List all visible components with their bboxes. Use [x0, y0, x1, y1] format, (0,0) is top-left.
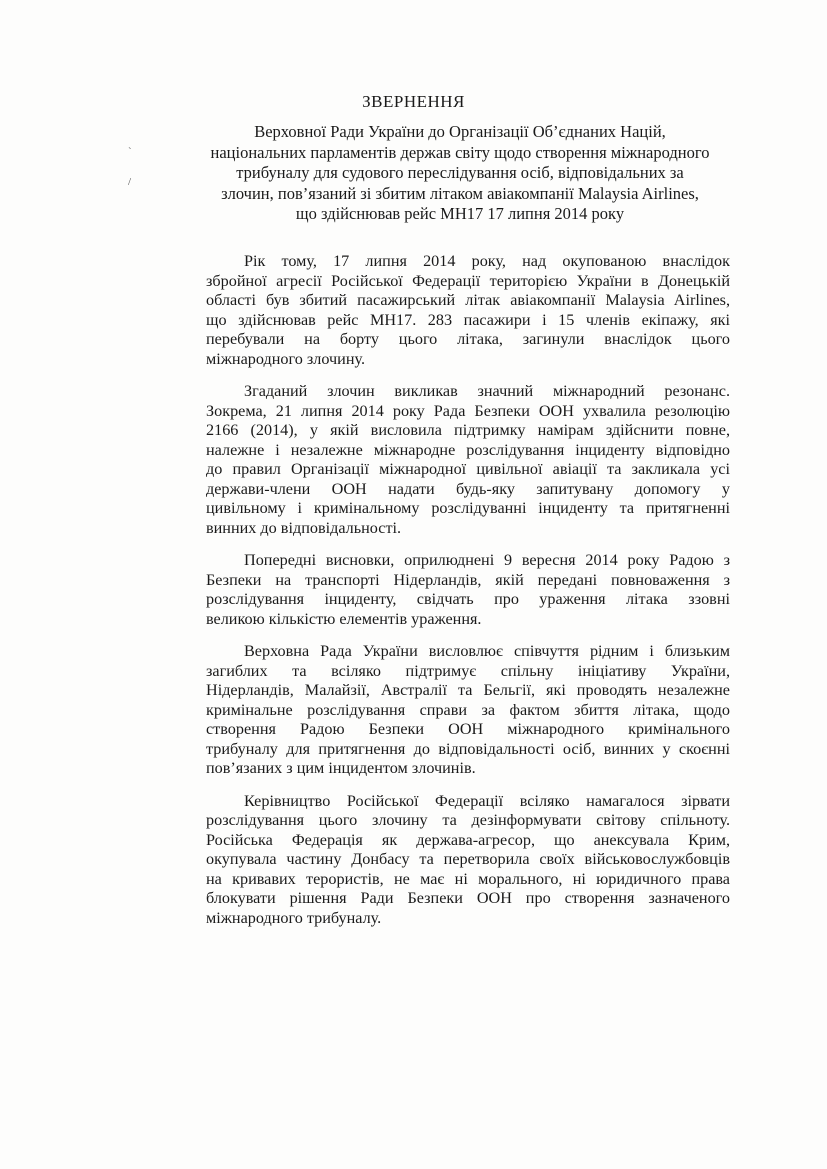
paragraph-line: Безпеки на транспорті Нідерландів, якій передані повноваження з — [206, 570, 730, 589]
paragraph-line: загиблих та всіляко підтримує спільну ініціативу України, — [206, 661, 730, 680]
paragraph-line: окупувала частину Донбасу та перетворила своїх військовослужбовців — [206, 850, 730, 868]
paragraph-line: цивільному і кримінальному розслідуванні інциденту та притягненні — [206, 499, 730, 517]
paragraph-line: на кривавих терористів, не має ні морального, ні юридичного права — [206, 869, 730, 888]
paragraph-line: Керівництво Російської Федерації всіляко намагалося зірвати — [244, 791, 730, 810]
paragraph-line: Рік тому, 17 липня 2014 року, над окупованою внаслідок — [244, 252, 730, 270]
paragraph-line: Російська Федерація як держава-агресор, що анексувала Крим, — [206, 830, 730, 849]
paragraph-line: що здійснював рейс MH17. 283 пасажири і 15 членів екіпажу, які — [206, 310, 730, 329]
paragraph-line: Верховна Рада України висловлює співчуття рідним і близьким — [244, 642, 730, 660]
paragraph-line: Згаданий злочин викликав значний міжнародний резонанс. — [244, 382, 730, 400]
margin-mark: / — [128, 176, 132, 188]
paragraph-line: 2166 (2014), у якій висловила підтримку намірам здійснити повне, — [206, 421, 730, 439]
margin-mark: ` — [128, 146, 132, 158]
paragraph-line: перебували на борту цього літака, загинули внаслідок цього — [206, 330, 730, 348]
paragraph-line: області був збитий пасажирський літак авіакомпанії Malaysia Airlines, — [206, 291, 730, 309]
paragraph — [206, 792, 730, 929]
subtitle-line: Верховної Ради України до Організації Об’єднаних Націй, — [254, 122, 666, 141]
document-subtitle — [200, 122, 720, 225]
paragraph-line: блокувати рішення Ради Безпеки ООН про створення зазначеного — [206, 889, 730, 907]
paragraph-line: винних до відповідальності. — [206, 518, 402, 537]
paragraph-line: трибуналу для притягнення до відповідальності осіб, винних у скоєнні — [206, 739, 730, 758]
subtitle-line: трибуналу для судового переслідування осіб, відповідальних за — [236, 163, 684, 183]
paragraph-line: розслідування інциденту, свідчать про ураження літака ззовні — [206, 590, 730, 608]
paragraph-line: розслідування цього злочину та дезінформувати світову спільноту. — [206, 811, 730, 829]
paragraph-line: збройної агресії Російської Федерації територією України в Донецькій — [206, 271, 730, 290]
paragraph-line: Нідерландів, Малайзії, Австралії та Бельгії, які проводять незалежне — [206, 681, 730, 699]
paragraph-line: належне і незалежне міжнародне розслідування інциденту відповідно — [206, 440, 730, 459]
subtitle-line: що здійснював рейс MH17 17 липня 2014 року — [295, 204, 625, 224]
paragraph-line: великою кількістю елементів ураження. — [206, 609, 482, 628]
document-title: ЗВЕРНЕННЯ — [362, 92, 465, 111]
paragraph-line: створення Радою Безпеки ООН міжнародного кримінального — [206, 720, 730, 738]
paragraph — [206, 551, 730, 629]
paragraph-line: кримінальне розслідування справи за фактом збиття літака, щодо — [206, 700, 730, 719]
paragraph — [206, 252, 730, 369]
paragraph-line: Зокрема, 21 липня 2014 року Рада Безпеки ООН ухвалила резолюцію — [206, 401, 730, 420]
paragraph-line: міжнародного трибуналу. — [206, 908, 382, 927]
subtitle-line: національних парламентів держав світу щодо створення міжнародного — [210, 142, 710, 162]
paragraph-line: до правил Організації міжнародної цивільної авіації та закликала усі — [206, 460, 730, 478]
subtitle-line: злочин, пов’язаний зі збитим літаком авіакомпанії Malaysia Airlines, — [221, 183, 699, 203]
paragraph — [206, 382, 730, 538]
paragraph-line: Попередні висновки, оприлюднені 9 вересня 2014 року Радою з — [244, 551, 730, 569]
document-body — [206, 252, 730, 941]
paragraph-line: пов’язаних з цим інцидентом злочинів. — [206, 759, 476, 777]
paragraph-line: міжнародного злочину. — [206, 349, 365, 368]
paragraph — [206, 642, 730, 779]
paragraph-line: держави-члени ООН надати будь-яку запитувану допомогу у — [206, 479, 730, 498]
